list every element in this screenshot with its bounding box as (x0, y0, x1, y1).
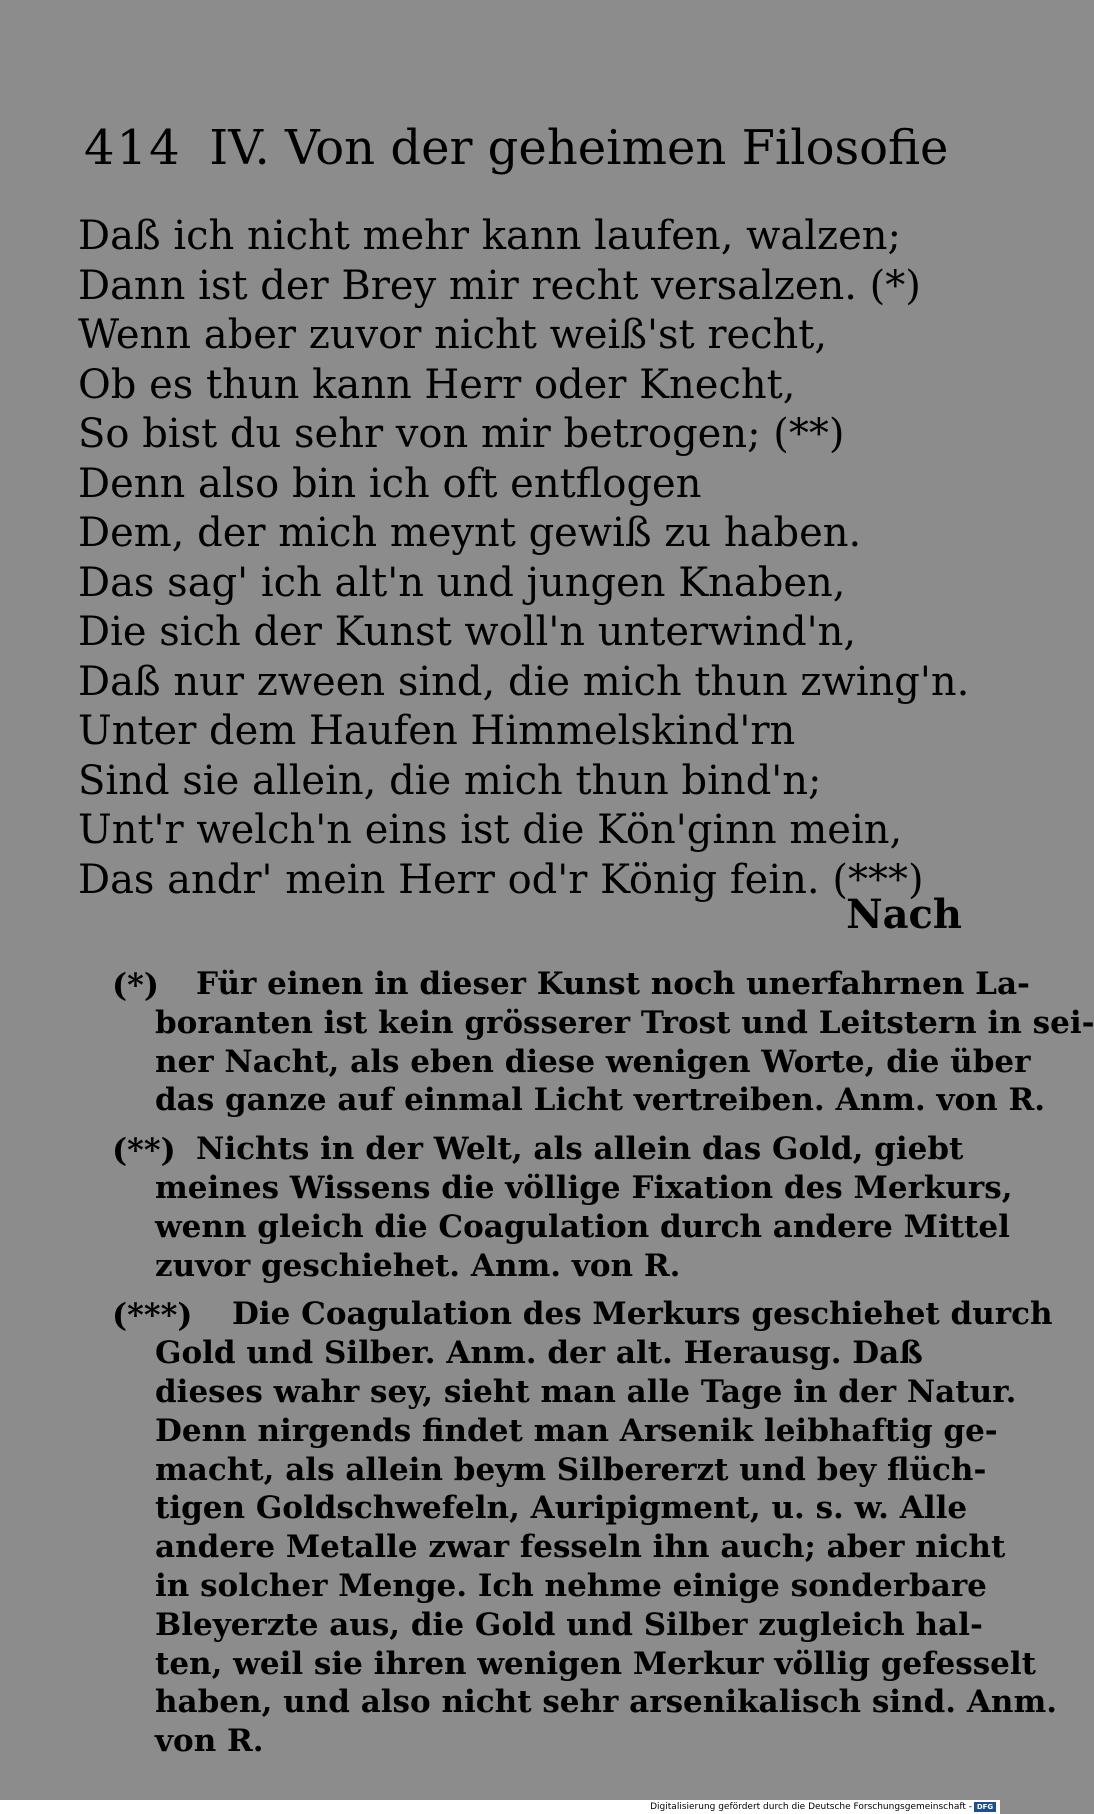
footnote-line: zuvor geschiehet. Anm. von R. (155, 1247, 681, 1284)
poem-line: Die sich der Kunst woll'n unterwind'n, (78, 609, 857, 655)
footnote-line: macht, als allein beym Silbererzt und bey flüch- (155, 1451, 987, 1488)
poem-line: Daß ich nicht mehr kann laufen, walzen; (78, 213, 901, 259)
footnote-line: Denn nirgends findet man Arsenik leibhaftig ge- (155, 1412, 998, 1449)
digitization-footer (0, 1800, 1000, 1814)
footnote-2 (0, 1130, 1013, 1285)
footnote-line: meines Wissens die völlige Fixation des Merkurs, (155, 1169, 1013, 1206)
footnote-line: das ganze auf einmal Licht vertreiben. Anm. von R. (155, 1082, 1046, 1119)
footnote-line: wenn gleich die Coagulation durch andere Mittel (155, 1208, 1010, 1245)
footnote-line: tigen Goldschwefeln, Auripigment, u. s. w. Alle (155, 1490, 968, 1527)
footnote-line: Die Coagulation des Merkurs geschiehet durch (232, 1296, 1053, 1333)
poem-line: Wenn aber zuvor nicht weiß'st recht, (78, 312, 828, 358)
footnote-line: Für einen in dieser Kunst noch unerfahrnen La- (196, 966, 1030, 1002)
funding-credit: Digitalisierung gefördert durch die Deutsche Forschungsgemeinschaft - (650, 1802, 972, 1812)
footnote-3 (0, 1295, 1058, 1761)
footnote-line: dieses wahr sey, sieht man alle Tage in der Natur. (155, 1373, 1017, 1410)
poem-line: Dem, der mich meynt gewiß zu haben. (78, 510, 862, 556)
poem-line: Das sag' ich alt'n und jungen Knaben, (78, 559, 846, 606)
poem-line: Ob es thun kann Herr oder Knecht, (78, 361, 796, 408)
poem-line: Denn also bin ich oft entflogen (78, 460, 702, 507)
running-title: IV. Von der geheimen Filosofie (209, 120, 949, 176)
dfg-logo-icon: DFG (974, 1802, 996, 1812)
poem-line: Daß nur zween sind, die mich thun zwing'n. (78, 658, 970, 705)
footnote-marker: (***) (112, 1296, 193, 1335)
poem-line: Unter dem Haufen Himmelskind'rn (78, 708, 796, 754)
poem-line: Sind sie allein, die mich thun bind'n; (78, 757, 822, 804)
footnote-line: andere Metalle zwar fesseln ihn auch; aber nicht (155, 1529, 1006, 1566)
footnote-line: Gold und Silber. Anm. der alt. Herausg. Daß (155, 1335, 923, 1372)
footnote-line: Nichts in der Welt, als allein das Gold, giebt (196, 1131, 964, 1168)
footnote-line: Bleyerzte aus, die Gold und Silber zugleich hal- (155, 1606, 983, 1643)
page-header (84, 118, 964, 178)
poem-line: Das andr' mein Herr od'r König fein. (***) (78, 856, 924, 903)
footnote-line: in solcher Menge. Ich nehme einige sonderbare (155, 1567, 987, 1604)
footnotes (0, 965, 1094, 1771)
footnote-line: boranten ist kein grösserer Trost und Leitstern in sei- (155, 1004, 1094, 1041)
footnote-1 (0, 965, 1094, 1120)
footnote-line: haben, und also nicht sehr arsenikalisch sind. Anm. (155, 1684, 1058, 1721)
footnote-marker: (*) (112, 966, 160, 1004)
catchword: Nach (846, 891, 962, 938)
poem-line: Dann ist der Brey mir recht versalzen. (*) (78, 262, 921, 309)
poem-line: Unt'r welch'n eins ist die Kön'ginn mein, (78, 807, 903, 853)
page-number: 414 (84, 120, 182, 176)
footnote-marker: (**) (112, 1131, 176, 1170)
footnote-line: ner Nacht, als eben diese wenigen Worte, die über (155, 1043, 1031, 1080)
poem-block (78, 212, 970, 905)
footnote-line: ten, weil sie ihren wenigen Merkur völlig gefesselt (155, 1645, 1037, 1682)
poem-line: So bist du sehr von mir betrogen; (**) (78, 411, 845, 457)
footnote-line: von R. (155, 1723, 264, 1760)
